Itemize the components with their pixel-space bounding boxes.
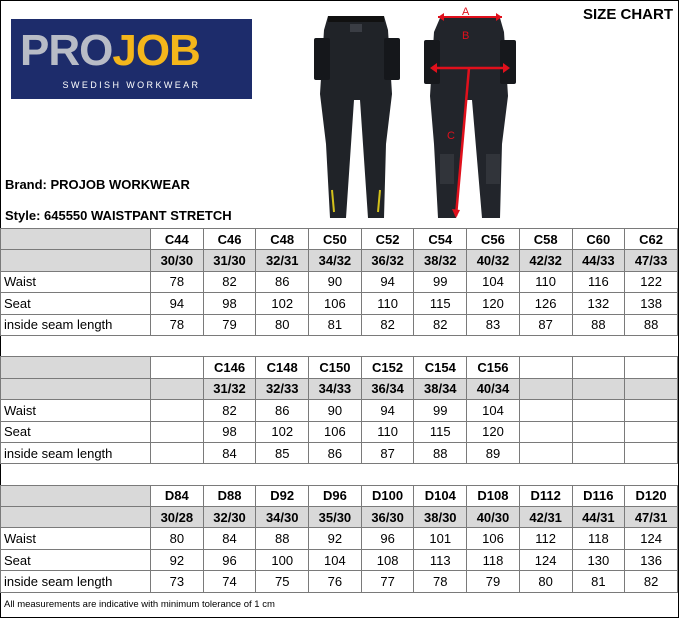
measure-value: 102	[256, 421, 309, 442]
measure-value: 86	[256, 271, 309, 292]
measure-value	[572, 442, 625, 463]
size-header-row	[1, 229, 678, 250]
measure-value: 74	[203, 571, 256, 592]
measure-value	[519, 442, 572, 463]
measure-value: 88	[625, 314, 678, 335]
measure-value: 104	[309, 549, 362, 570]
label-b: B	[462, 30, 470, 42]
fit-cell: 32/31	[256, 250, 309, 271]
fit-cell: 44/31	[572, 507, 625, 528]
measure-value: 124	[625, 528, 678, 549]
measure-value: 87	[519, 314, 572, 335]
spacer-row	[1, 464, 678, 485]
measure-row	[1, 314, 678, 335]
size-table-body	[1, 229, 678, 593]
measure-row	[1, 400, 678, 421]
measure-value: 86	[256, 400, 309, 421]
fit-cell: 47/33	[625, 250, 678, 271]
size-code-cell: C154	[414, 357, 467, 378]
measure-value: 132	[572, 293, 625, 314]
measure-value: 130	[572, 549, 625, 570]
header-blank-cell	[1, 357, 151, 378]
measure-value	[625, 400, 678, 421]
measure-value: 100	[256, 549, 309, 570]
measure-label: Seat	[1, 293, 151, 314]
measure-value: 76	[309, 571, 362, 592]
fit-cell: 44/33	[572, 250, 625, 271]
measure-value: 82	[203, 271, 256, 292]
measure-value: 92	[151, 549, 204, 570]
measure-value	[625, 421, 678, 442]
fit-cell: 36/30	[361, 507, 414, 528]
measure-value	[519, 400, 572, 421]
measure-value: 118	[467, 549, 520, 570]
fit-cell: 31/30	[203, 250, 256, 271]
fit-cell	[625, 378, 678, 399]
fit-cell: 36/34	[361, 378, 414, 399]
size-code-cell: D112	[519, 485, 572, 506]
fit-cell: 34/32	[309, 250, 362, 271]
fit-cell: 42/31	[519, 507, 572, 528]
measure-value: 110	[519, 271, 572, 292]
size-code-cell: C156	[467, 357, 520, 378]
spacer-row	[1, 335, 678, 356]
measure-value: 115	[414, 421, 467, 442]
measure-value: 73	[151, 571, 204, 592]
size-code-cell: C54	[414, 229, 467, 250]
pants-back-image	[312, 4, 402, 220]
measure-value: 118	[572, 528, 625, 549]
measure-value: 106	[309, 293, 362, 314]
measure-value: 99	[414, 400, 467, 421]
fit-row	[1, 507, 678, 528]
fit-cell	[572, 378, 625, 399]
size-code-cell: C46	[203, 229, 256, 250]
measure-value: 77	[361, 571, 414, 592]
measure-row	[1, 549, 678, 570]
size-code-cell: C44	[151, 229, 204, 250]
fit-cell: 32/33	[256, 378, 309, 399]
header-blank-cell	[1, 485, 151, 506]
size-code-cell: D92	[256, 485, 309, 506]
logo-job: JOB	[112, 26, 200, 75]
fit-cell: 40/30	[467, 507, 520, 528]
fit-cell: 42/32	[519, 250, 572, 271]
measure-value: 108	[361, 549, 414, 570]
measure-value: 81	[309, 314, 362, 335]
measure-value: 101	[414, 528, 467, 549]
measure-value: 110	[361, 421, 414, 442]
fit-cell: 38/30	[414, 507, 467, 528]
measure-value: 136	[625, 549, 678, 570]
measure-value: 83	[467, 314, 520, 335]
measure-value: 87	[361, 442, 414, 463]
fit-cell: 40/32	[467, 250, 520, 271]
measure-value: 104	[467, 271, 520, 292]
measure-value: 98	[203, 293, 256, 314]
measure-value: 78	[151, 314, 204, 335]
label-a: A	[462, 6, 470, 18]
measure-row	[1, 421, 678, 442]
fit-cell: 32/30	[203, 507, 256, 528]
fit-cell: 40/34	[467, 378, 520, 399]
pants-front-measurement-image	[420, 4, 520, 220]
measure-value: 120	[467, 421, 520, 442]
measure-value: 110	[361, 293, 414, 314]
logo-wordmark	[20, 26, 200, 75]
logo-tagline: SWEDISH WORKWEAR	[62, 80, 201, 90]
measure-row	[1, 293, 678, 314]
size-header-row	[1, 357, 678, 378]
measure-label: Waist	[1, 400, 151, 421]
size-table	[0, 228, 678, 593]
measure-value: 80	[519, 571, 572, 592]
fit-cell: 38/34	[414, 378, 467, 399]
measure-value: 106	[309, 421, 362, 442]
measure-row	[1, 271, 678, 292]
label-c: C	[447, 130, 455, 142]
measure-row	[1, 528, 678, 549]
measure-value: 85	[256, 442, 309, 463]
size-code-cell: C56	[467, 229, 520, 250]
size-header-row	[1, 485, 678, 506]
measure-row	[1, 442, 678, 463]
size-code-cell	[151, 357, 204, 378]
measure-value: 82	[414, 314, 467, 335]
measure-value: 112	[519, 528, 572, 549]
size-code-cell: C148	[256, 357, 309, 378]
size-code-cell	[625, 357, 678, 378]
fit-cell: 35/30	[309, 507, 362, 528]
size-code-cell: D120	[625, 485, 678, 506]
measure-value: 78	[151, 271, 204, 292]
measure-value: 104	[467, 400, 520, 421]
logo-pro: PRO	[20, 26, 113, 75]
footer-note: All measurements are indicative with minimum tolerance of 1 cm	[4, 599, 275, 610]
measure-value: 94	[361, 271, 414, 292]
fit-cell: 30/30	[151, 250, 204, 271]
size-code-cell: C50	[309, 229, 362, 250]
measure-value: 138	[625, 293, 678, 314]
measure-value: 116	[572, 271, 625, 292]
measure-value: 82	[625, 571, 678, 592]
measure-value: 84	[203, 528, 256, 549]
measure-value: 88	[572, 314, 625, 335]
brand-logo	[11, 19, 252, 99]
measure-value: 88	[256, 528, 309, 549]
measure-value: 120	[467, 293, 520, 314]
measure-value: 92	[309, 528, 362, 549]
measure-value: 80	[151, 528, 204, 549]
measure-value	[151, 421, 204, 442]
spacer-cell	[1, 335, 678, 356]
measure-value: 113	[414, 549, 467, 570]
measure-value: 81	[572, 571, 625, 592]
measure-value	[572, 421, 625, 442]
measure-value: 102	[256, 293, 309, 314]
fit-row	[1, 250, 678, 271]
measure-value: 80	[256, 314, 309, 335]
measure-value: 82	[203, 400, 256, 421]
fit-cell: 31/32	[203, 378, 256, 399]
measure-value: 94	[361, 400, 414, 421]
size-code-cell: D108	[467, 485, 520, 506]
measure-label: Seat	[1, 421, 151, 442]
measure-label: inside seam length	[1, 314, 151, 335]
measure-label: Waist	[1, 271, 151, 292]
measure-value	[519, 421, 572, 442]
measure-value: 94	[151, 293, 204, 314]
measure-value: 78	[414, 571, 467, 592]
size-code-cell	[572, 357, 625, 378]
measure-label: Seat	[1, 549, 151, 570]
measure-value	[151, 400, 204, 421]
fit-blank-cell	[1, 378, 151, 399]
spacer-cell	[1, 464, 678, 485]
measure-value: 115	[414, 293, 467, 314]
measure-value: 75	[256, 571, 309, 592]
page-title: SIZE CHART	[583, 6, 673, 23]
size-code-cell: C146	[203, 357, 256, 378]
fit-cell	[151, 378, 204, 399]
size-code-cell: C60	[572, 229, 625, 250]
measure-value: 82	[361, 314, 414, 335]
measure-value	[572, 400, 625, 421]
brand-line: Brand: PROJOB WORKWEAR	[5, 177, 190, 192]
size-code-cell: C58	[519, 229, 572, 250]
measure-value	[625, 442, 678, 463]
size-code-cell: C52	[361, 229, 414, 250]
measure-value: 86	[309, 442, 362, 463]
measure-value: 89	[467, 442, 520, 463]
measure-label: inside seam length	[1, 442, 151, 463]
header-blank-cell	[1, 229, 151, 250]
fit-cell: 47/31	[625, 507, 678, 528]
size-code-cell: D116	[572, 485, 625, 506]
fit-blank-cell	[1, 250, 151, 271]
fit-cell: 36/32	[361, 250, 414, 271]
style-line: Style: 645550 WAISTPANT STRETCH	[5, 208, 232, 223]
measure-value: 106	[467, 528, 520, 549]
fit-cell: 34/33	[309, 378, 362, 399]
measure-value: 96	[203, 549, 256, 570]
size-code-cell: D84	[151, 485, 204, 506]
measure-value: 122	[625, 271, 678, 292]
measure-value	[151, 442, 204, 463]
measure-value: 84	[203, 442, 256, 463]
measure-value: 98	[203, 421, 256, 442]
size-code-cell: C48	[256, 229, 309, 250]
size-code-cell: C62	[625, 229, 678, 250]
size-code-cell: D96	[309, 485, 362, 506]
measure-row	[1, 571, 678, 592]
measure-value: 99	[414, 271, 467, 292]
measure-value: 79	[203, 314, 256, 335]
fit-cell: 34/30	[256, 507, 309, 528]
measure-value: 90	[309, 400, 362, 421]
size-code-cell: D100	[361, 485, 414, 506]
size-code-cell: D104	[414, 485, 467, 506]
measure-value: 90	[309, 271, 362, 292]
fit-cell: 30/28	[151, 507, 204, 528]
measure-value: 124	[519, 549, 572, 570]
size-code-cell: C152	[361, 357, 414, 378]
fit-cell: 38/32	[414, 250, 467, 271]
measure-value: 126	[519, 293, 572, 314]
measure-value: 79	[467, 571, 520, 592]
size-code-cell	[519, 357, 572, 378]
fit-cell	[519, 378, 572, 399]
measure-value: 96	[361, 528, 414, 549]
fit-row	[1, 378, 678, 399]
measure-label: inside seam length	[1, 571, 151, 592]
size-code-cell: D88	[203, 485, 256, 506]
fit-blank-cell	[1, 507, 151, 528]
measure-label: Waist	[1, 528, 151, 549]
size-code-cell: C150	[309, 357, 362, 378]
measure-value: 88	[414, 442, 467, 463]
